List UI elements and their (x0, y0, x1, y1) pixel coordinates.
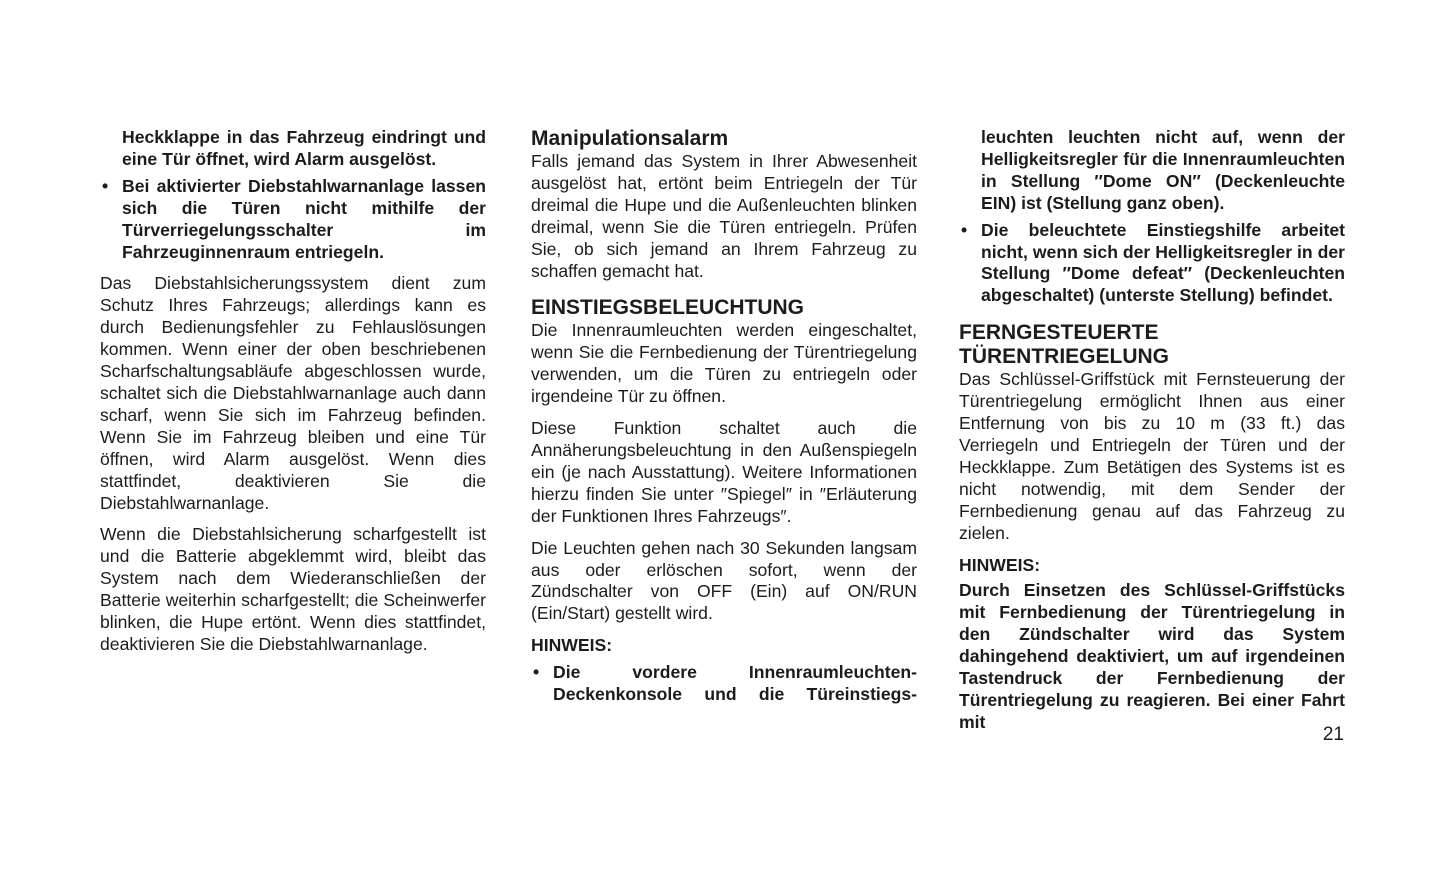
bullet-text: Bei aktivierter Diebstahlwarnanlage lassen sich die Türen nicht mithilfe der Türverriegelungsschalter im Fahrzeuginnenraum entriegeln. (122, 175, 486, 262)
note-label: HINWEIS: (531, 635, 613, 656)
bullet-text: Die vordere Innenraumleuchten-Deckenkonsole und die Türeinstiegs- (553, 662, 917, 705)
continued-bullet-text: Heckklappe in das Fahrzeug eindringt und eine Tür öffnet, wird Alarm ausgelöst. (122, 127, 486, 169)
paragraph: Wenn die Diebstahlsicherung scharfgestellt ist und die Batterie abgeklemmt wird, bleibt das System nach dem Wiederanschließen der Batterie weiterhin scharfgestellt; die Scheinwerfer blinken, die Hupe ertönt. Wenn dies stattfindet, deaktivieren Sie die Diebstahlwarnanlage. (100, 524, 486, 654)
bullet-text: Die beleuchtete Einstiegshilfe arbeitet nicht, wenn sich der Helligkeitsregler in der Stellung ″Dome defeat″ (Deckenleuchten abgeschaltet) (unterste Stellung) befindet. (981, 219, 1345, 306)
heading-entry-lighting: EINSTIEGSBELEUCHTUNG (531, 296, 805, 320)
bullet-item (100, 176, 486, 264)
bullet-icon: • (533, 662, 540, 683)
column-left (100, 127, 486, 656)
paragraph: Das Diebstahlsicherungssystem dient zum Schutz Ihres Fahrzeugs; allerdings kann es durch Bedienungsfehler zu Fehlauslösungen kommen. Wenn einer der oben beschriebenen Scharfschaltungsabläufe abgeschlossen wurde, schaltet sich die Diebstahlwarnanlage auch dann scharf, wenn Sie sich im Fahrzeug befinden. Wenn Sie im Fahrzeug bleiben und eine Tür öffnen, wird Alarm ausgelöst. Wenn dies stattfindet, deaktivieren Sie die Diebstahlwarnanlage. (100, 273, 486, 513)
bullet-item (959, 220, 1345, 308)
paragraph: Das Schlüssel-Griffstück mit Fernsteuerung der Türentriegelung ermöglicht Ihnen aus einer Entfernung von bis zu 10 m (33 ft.) das Verriegeln und Entriegeln der Türen und der Heckklappe. Zum Betätigen des Systems ist es nicht notwendig, mit dem Sender der Fernbedienung genau auf das Fahrzeug zu zielen. (959, 369, 1345, 543)
heading-remote-keyless-entry: FERNGESTEUERTE TÜRENTRIEGELUNG (959, 321, 1169, 369)
continued-bullet-text: leuchten leuchten nicht auf, wenn der Helligkeitsregler für die Innenraumleuchten in Stellung ″Dome ON″ (Deckenleuchte EIN) ist (Stellung ganz oben). (981, 127, 1345, 213)
paragraph: Die Innenraumleuchten werden eingeschaltet, wenn Sie die Fernbedienung der Türentriegelung verwenden, um die Türen zu entriegeln oder irgendeine Tür zu öffnen. (531, 320, 917, 407)
column-right (959, 127, 1345, 734)
paragraph: Falls jemand das System in Ihrer Abwesenheit ausgelöst hat, ertönt beim Entriegeln der Tür dreimal die Hupe und die Außenleuchten blinken dreimal, wenn Sie die Türen entriegeln. Prüfen Sie, ob sich jemand an Ihrem Fahrzeug zu schaffen gemacht hat. (531, 151, 917, 281)
note-text: Durch Einsetzen des Schlüssel-Griffstücks mit Fernbedienung der Türentriegelung in den Zündschalter wird das System dahingehend deaktiviert, um auf irgendeinen Tastendruck der Fernbedienung der Türentriegelung zu reagieren. Bei einer Fahrt mit (959, 580, 1345, 732)
bullet-item (531, 662, 917, 706)
page-number: 21 (1322, 724, 1344, 745)
paragraph: Die Leuchten gehen nach 30 Sekunden langsam aus oder erlöschen sofort, wenn der Zündschalter von OFF (Ein) auf ON/RUN (Ein/Start) gestellt wird. (531, 537, 917, 624)
paragraph: Diese Funktion schaltet auch die Annäherungsbeleuchtung in den Außenspiegeln ein (je nach Ausstattung). Weitere Informationen hierzu finden Sie unter ″Spiegel″ in ″Erläuterung der Funktionen Ihres Fahrzeugs″. (531, 418, 917, 526)
column-middle (531, 127, 917, 706)
bullet-icon: • (102, 175, 109, 196)
subheading-tamper-alarm: Manipulationsalarm (531, 127, 729, 150)
bullet-icon: • (961, 219, 968, 240)
note-label: HINWEIS: (959, 554, 1041, 575)
